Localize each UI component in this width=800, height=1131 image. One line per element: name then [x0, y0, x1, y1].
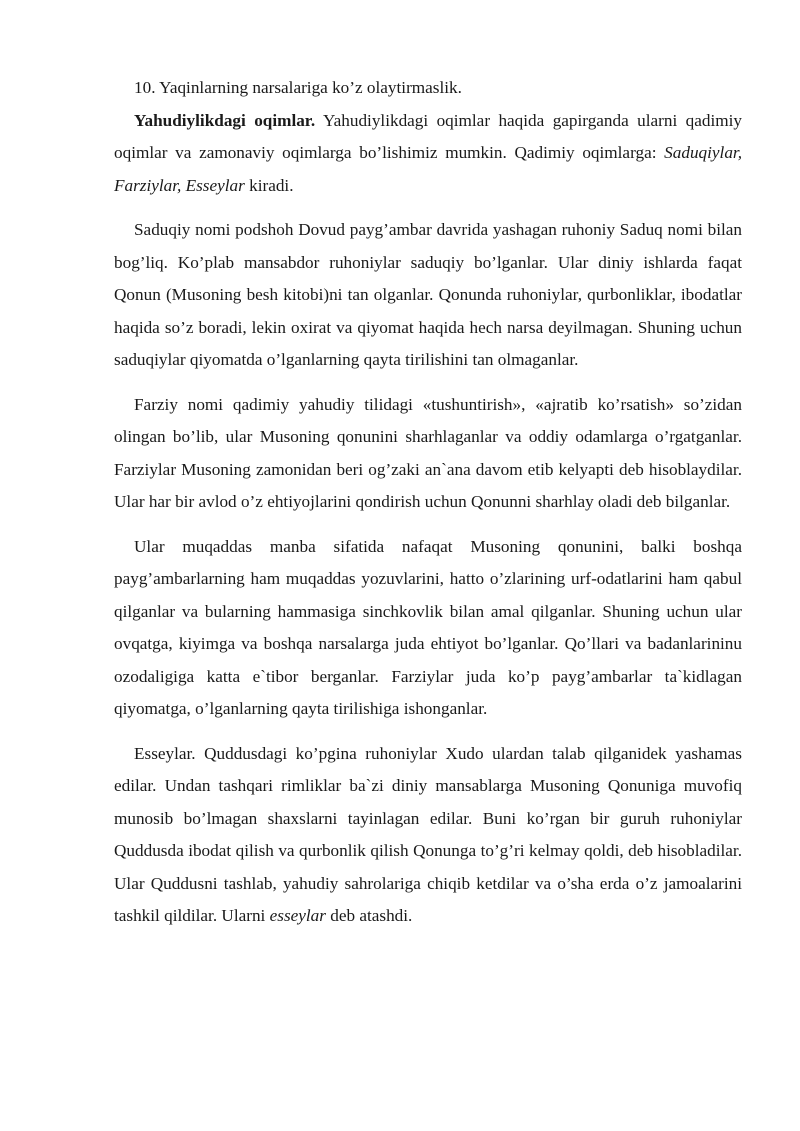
intro-italic-names: Saduqiylar, Farziylar, Esseylar: [114, 143, 742, 195]
paragraph-farziy-beliefs: Ular muqaddas manba sifatida nafaqat Musoning qonunini, balki boshqa payg’ambarlarning ham muqaddas yozuvlarini, hatto o’zlarining urf-odatlarini ham qabul qilganlar va bularning hammasiga sinchkovlik bilan amal qilganlar. Shuning uchun ular ovqatga, kiyimga va boshqa narsalarga juda ehtiyot bo’lganlar. Qo’llari va badanlarininu ozodaligiga katta e`tibor berganlar. Farziylar juda ko’p payg’ambarlar ta`kidlagan qiyomatga, o’lganlarning qayta tirilishiga ishonganlar.: [114, 536, 742, 718]
document-page: [114, 72, 742, 933]
paragraph-farziy: Farziy nomi qadimiy yahudiy tilidagi «tushuntirish», «ajratib ko’rsatish» so’zidan olingan bo’lib, ular Musoning qonunini sharhlaganlar va oddiy odamlarga o’rgatganlar. Farziylar Musoning zamonidan beri og’zaki an`ana davom etib kelyapti deb hisoblaydilar. Ular har bir avlod o’z ehtiyojlarini qondirish uchun Qonunni sharhlay oladi deb bilganlar.: [114, 394, 742, 511]
intro-text-a: Yahudiylikdagi oqimlar haqida gapirganda ularni qadimiy oqimlar va zamonaviy oqimlarga bo’lishimiz mumkin. Qadimiy oqimlarga:: [114, 110, 742, 162]
esseylar-italic-word: esseylar: [269, 906, 326, 925]
intro-text-b: kiradi.: [244, 175, 294, 195]
paragraph-esseylar: [114, 738, 742, 933]
section-heading: Yahudiylikdagi oqimlar.: [134, 110, 316, 130]
paragraph-intro: [114, 105, 742, 203]
esseylar-text-a: Esseylar. Quddusdagi ko’pgina ruhoniylar Xudo ulardan talab qilganidek yashamas edilar. Undan tashqari rimliklar ba`zi diniy mansablarga Musoning Qonuniga muvofiq munosib bo’lmagan shaxslarni tayinlagan edilar. Buni ko’rgan bir guruh ruhoniylar Quddusda ibodat qilish va qurbonlik qilish Qonunga to’g’ri kelmay qoldi, deb hisobladilar. Ular Quddusni tashlab, yahudiy sahrolariga chiqib ketdilar va o’sha erda o’z jamoalarini tashkil qildilar. Ularni: [114, 743, 742, 925]
list-item-10: 10. Yaqinlarning narsalariga ko’z olaytirmaslik.: [134, 78, 462, 97]
paragraph-saduqiy: Saduqiy nomi podshoh Dovud payg’ambar davrida yashagan ruhoniy Saduq nomi bilan bog’liq. Ko’plab mansabdor ruhoniylar saduqiy bo’lganlar. Ular diniy ishlarda faqat Qonun (Musoning besh kitobi)ni tan olganlar. Qonunda ruhoniylar, qurbonliklar, ibodatlar haqida so’z boradi, lekin oxirat va qiyomat haqida hech narsa deyilmagan. Shuning uchun saduqiylar qiyomatda o’lganlarning qayta tirilishini tan olmaganlar.: [114, 220, 742, 369]
esseylar-text-b: deb atashdi.: [325, 906, 413, 925]
